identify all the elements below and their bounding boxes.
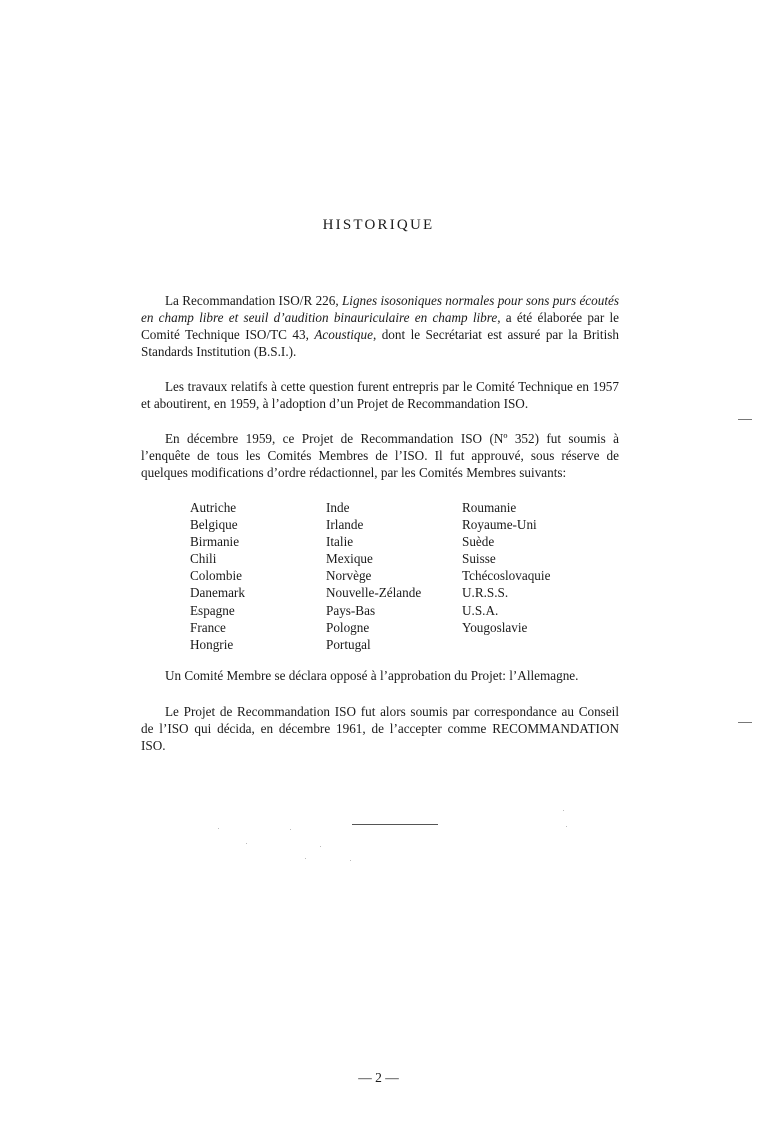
member-body: Inde [326, 500, 350, 515]
member-body: Pologne [326, 619, 370, 635]
scan-speck [305, 858, 306, 859]
page-title: HISTORIQUE [322, 217, 435, 233]
scan-speck [566, 826, 567, 827]
section-divider [352, 824, 438, 825]
page-number: — 2 — [358, 1070, 399, 1085]
member-body: Mexique [326, 551, 373, 567]
member-body: Espagne [190, 602, 235, 618]
intro-text-3: , dont le Secrétariat est assuré par la British Standards Institution (B.S.I.). [141, 327, 619, 359]
member-body: Irlande [326, 517, 364, 533]
member-body: Chili [190, 551, 217, 567]
member-body: Colombie [190, 568, 243, 584]
member-body: Suisse [462, 551, 496, 567]
scan-speck [563, 810, 564, 811]
member-body: Nouvelle-Zélande [326, 585, 422, 601]
member-column-3 [462, 499, 550, 636]
member-body: Royaume-Uni [462, 517, 537, 533]
scan-speck [350, 860, 351, 861]
paragraph-opposition: Un Comité Membre se déclara opposé à l’approbation du Projet: l’Allemagne. [165, 668, 579, 683]
member-body: Birmanie [190, 534, 240, 550]
member-body: Yougoslavie [462, 619, 528, 635]
scan-speck [320, 846, 321, 847]
member-body: U.S.A. [462, 602, 499, 618]
member-body: Hongrie [190, 636, 234, 652]
margin-mark [738, 722, 752, 723]
member-body: Italie [326, 534, 354, 550]
paragraph-work-history: Les travaux relatifs à cette question furent entrepris par le Comité Technique en 1957 et aboutirent, en 1959, à l’adoption d’un Projet de Recommandation ISO. [141, 379, 619, 411]
paragraph-acceptance: Le Projet de Recommandation ISO fut alors soumis par correspondance au Conseil de l’ISO qui décida, en décembre 1961, de l’accepter comme RECOMMANDATION ISO. [141, 704, 619, 753]
paragraph-introduction [141, 292, 619, 360]
scan-speck [290, 829, 291, 830]
member-body: Tchécoslovaquie [462, 568, 551, 584]
member-body: Norvège [326, 568, 372, 584]
member-body: Roumanie [462, 500, 517, 515]
margin-mark [738, 419, 752, 420]
intro-text-2: , a été élaborée par le Comité Technique ISO/TC 43, [141, 310, 619, 342]
member-body: Autriche [190, 500, 237, 515]
scan-speck [246, 843, 247, 844]
member-column-1 [190, 499, 245, 653]
member-bodies-list [190, 499, 590, 659]
intro-text-1: La Recommandation ISO/R 226, [165, 293, 342, 308]
member-body: Portugal [326, 636, 371, 652]
member-body: Suède [462, 534, 495, 550]
member-body: Pays-Bas [326, 602, 376, 618]
scan-speck [218, 828, 219, 829]
member-body: U.R.S.S. [462, 585, 509, 601]
committee-subject: Acoustique [314, 327, 373, 342]
paragraph-enquiry: En décembre 1959, ce Projet de Recommandation ISO (Nº 352) fut soumis à l’enquête de tous les Comités Membres de l’ISO. Il fut approuvé, sous réserve de quelques modifications d’ordre rédactionnel, par les Comités Membres suivants: [141, 431, 619, 480]
member-body: Danemark [190, 585, 245, 601]
recommendation-title: Lignes isosoniques normales pour sons purs écoutés en champ libre et seuil d’audition binauriculaire en champ libre [141, 293, 619, 325]
member-body: France [190, 619, 226, 635]
member-column-2 [326, 499, 421, 653]
member-body: Belgique [190, 517, 238, 533]
